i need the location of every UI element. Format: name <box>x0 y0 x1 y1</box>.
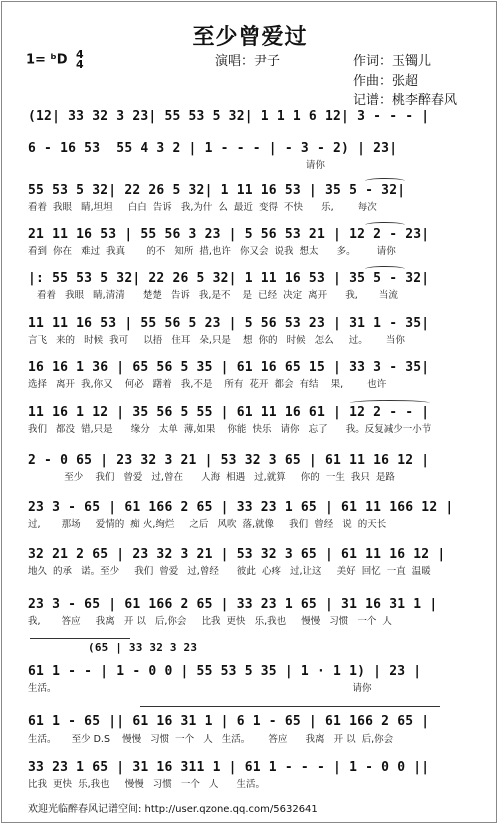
key-signature <box>26 50 84 70</box>
lyric-line-12: 我, 答应 我离 开 以 后,你会 比我 更快 乐,我也 慢慢 习惯 一个 人 <box>28 616 392 627</box>
score-line-12: 23 3 - 65 | 61 166 2 65 | 33 23 1 65 | 31 16 31 1 | <box>28 597 438 612</box>
score-line-5: |: 55 53 5 32| 22 26 5 32| 1 11 16 53 | 35 5 - 32| <box>28 271 430 286</box>
score-line-4: 21 11 16 53 | 55 56 3 23 | 5 56 53 21 | 12 2 - 23| <box>28 227 430 242</box>
lyricist-credit: 作词：玉镯儿 <box>353 54 432 69</box>
lyric-line-3: 看着 我眼 睛,坦坦 白白 告诉 我,为什 么 最近 变得 不快 乐, 每次 <box>28 202 377 213</box>
score-line-3: 55 53 5 32| 22 26 5 32| 1 11 16 53 | 35 5 - 32| <box>28 183 406 198</box>
score-line-11: 32 21 2 65 | 23 32 3 21 | 53 32 3 65 | 61 11 16 12 | <box>28 547 446 562</box>
tie-arc <box>365 222 405 228</box>
lyric-line-5: 看着 我眼 睛,清清 楚楚 告诉 我,是不 是 已经 决定 离开 我, 当流 <box>28 290 398 301</box>
score-line-8: 11 16 1 12 | 35 56 5 55 | 61 11 16 61 | 12 2 - - | <box>28 405 430 420</box>
time-denominator: 4 <box>76 58 84 71</box>
lyric-line-2: 请你 <box>28 160 325 171</box>
score-line-2: 6 - 16 53 55 4 3 2 | 1 - - - | - 3 - 2) | 23| <box>28 141 398 156</box>
singer-credit: 演唱：尹子 <box>215 54 281 69</box>
volta-bracket-1 <box>30 638 130 639</box>
score-line-14: 61 1 - - | 1 - 0 0 | 55 53 5 35 | 1 · 1 1) | 23 | <box>28 664 422 679</box>
lyric-line-6: 言飞 来的 时候 我可 以捂 住耳 朵,只是 想 你的 时候 怎么 过。 当你 <box>28 335 405 346</box>
lyric-line-10: 过, 那场 爱情的 痴 火,绚烂 之后 风吹 落,就像 我们 曾经 说 的天长 <box>28 519 387 530</box>
lyric-line-14: 生活。 请你 <box>28 683 372 694</box>
lyric-line-16: 比我 更快 乐,我也 慢慢 习惯 一个 人 生活。 <box>28 779 265 790</box>
score-line-15: 61 1 - 65 || 61 16 31 1 | 6 1 - 65 | 61 166 2 65 | <box>28 714 430 729</box>
score-line-6: 11 11 16 53 | 55 56 5 23 | 5 56 53 23 | 31 1 - 35| <box>28 316 430 331</box>
lyric-line-11: 地久 的承 诺。至少 我们 曾爱 过,曾经 彼此 心疼 过,让这 美好 回忆 一直 温暖 <box>28 566 431 577</box>
time-numerator: 4 <box>76 48 84 61</box>
score-line-10: 23 3 - 65 | 61 166 2 65 | 33 23 1 65 | 61 11 166 12 | <box>28 500 454 515</box>
lyric-line-4: 看到 你在 难过 我真 的不 知所 措,也许 你又会 说我 想太 多。 请你 <box>28 246 396 257</box>
lyric-line-9: 至少 我们 曾爱 过,曾在 人海 相遇 过,就算 你的 一生 我只 是路 <box>28 472 395 483</box>
key-label: 1= ᵇD <box>26 52 68 68</box>
lyric-line-7: 选择 离开 我,你又 何必 躇着 我,不是 所有 花开 都会 有结 果, 也许 <box>28 379 387 390</box>
tie-arc <box>365 178 405 184</box>
song-title: 至少曾爱过 <box>192 24 308 50</box>
time-signature <box>76 50 84 70</box>
recorder-credit: 记谱：桃李醉春风 <box>353 93 458 108</box>
score-line-16: 33 23 1 65 | 31 16 311 1 | 61 1 - - - | 1 - 0 0 || <box>28 760 430 775</box>
tie-arc <box>350 400 430 406</box>
score-line-1: (12| 33 32 3 23| 55 53 5 32| 1 1 1 6 12| 3 - - - | <box>28 109 430 124</box>
lyric-line-15: 生活。 至少 D.S 慢慢 习惯 一个 人 生活。 答应 我离 开 以 后,你会 <box>28 734 394 745</box>
lyric-line-8: 我们 都没 错,只是 缘分 太单 薄,如果 你能 快乐 请你 忘了 我。反复减少一小节 <box>28 424 432 435</box>
composer-credit: 作曲：张超 <box>353 74 419 89</box>
footer-text: 欢迎光临醉春风记谱空间: http://user.qzone.qq.com/5632641 <box>28 804 318 815</box>
tie-arc <box>365 266 405 272</box>
score-line-9: 2 - 0 65 | 23 32 3 21 | 53 32 3 65 | 61 11 16 12 | <box>28 453 430 468</box>
score-line-7: 16 16 1 36 | 65 56 5 35 | 61 16 65 15 | 33 3 - 35| <box>28 360 430 375</box>
volta-bracket-2 <box>140 706 440 707</box>
score-line-13: (65 | 33 32 3 23 <box>88 641 198 654</box>
